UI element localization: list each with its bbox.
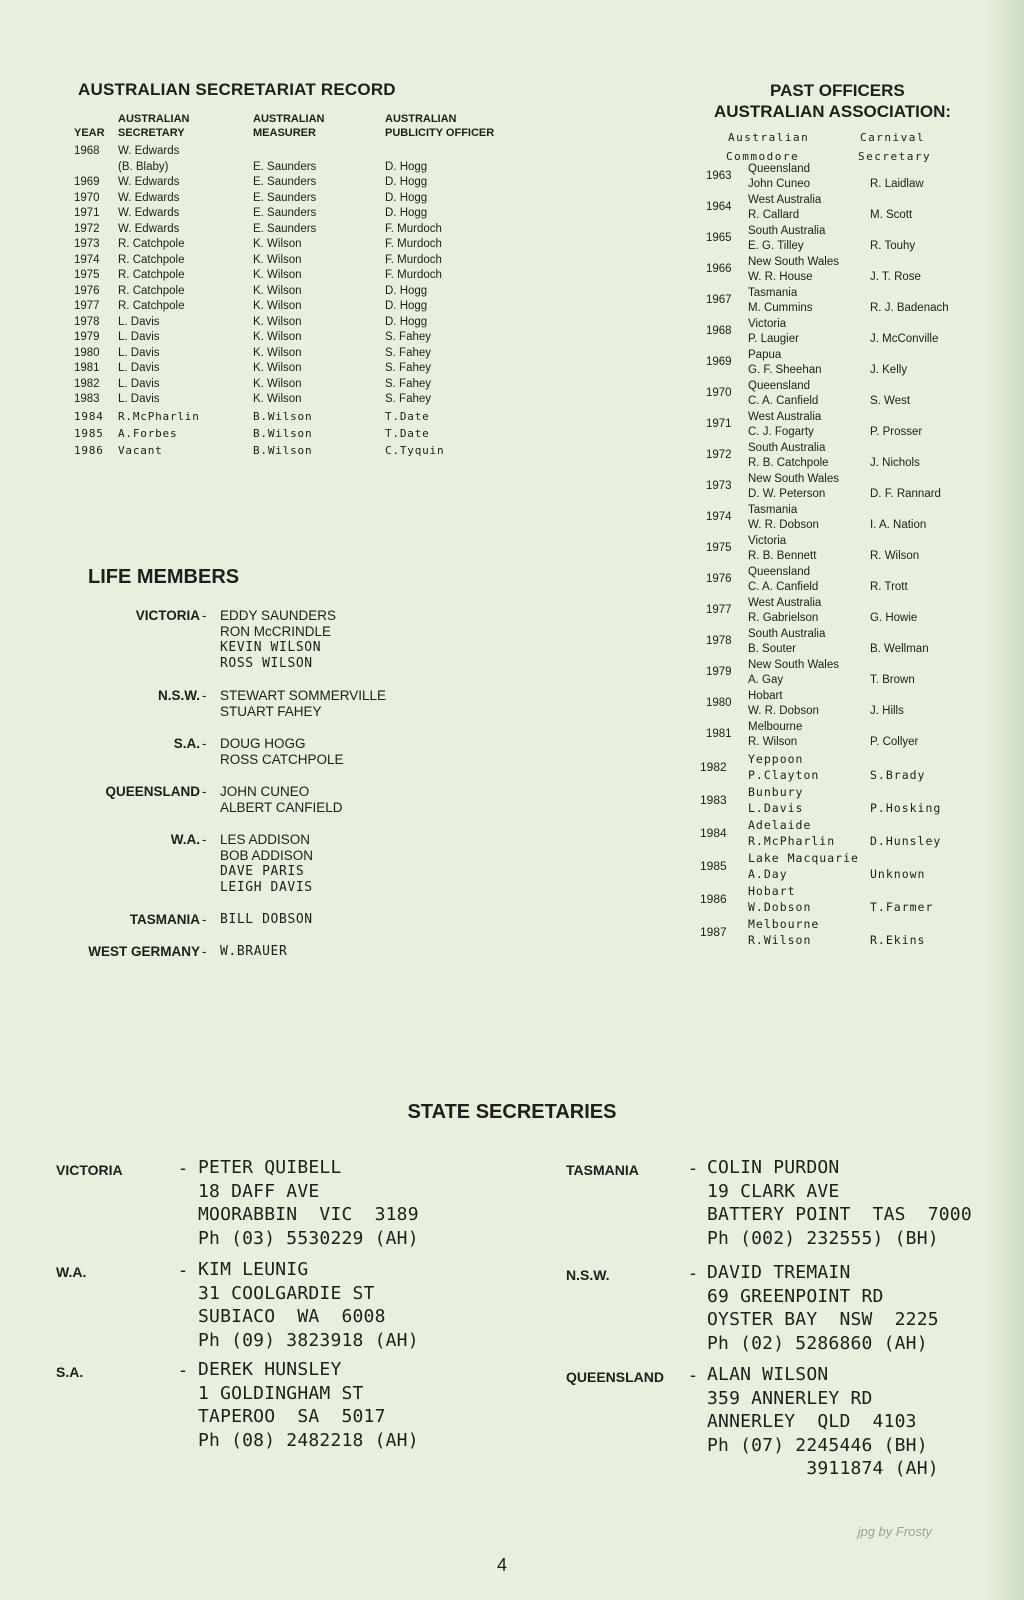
state-label: S.A. <box>56 1364 84 1380</box>
entry-secretary: J. Hills <box>870 705 904 717</box>
entry-commodore: W. R. Dobson <box>748 705 819 717</box>
entry-secretary: G. Howie <box>870 612 918 624</box>
cell-measurer: K. Wilson <box>253 331 302 343</box>
member-name: LES ADDISON <box>220 832 311 847</box>
entry-commodore: R.McPharlin <box>748 834 836 848</box>
entry-year: 1983 <box>700 793 727 807</box>
entry-secretary: B. Wellman <box>870 643 929 655</box>
cell-publicity: D. Hogg <box>385 207 428 219</box>
entry-secretary: R. Laidlaw <box>870 178 924 190</box>
entry-secretary: S.Brady <box>870 768 926 782</box>
list-item <box>700 163 990 199</box>
cell-measurer: K. Wilson <box>253 269 302 281</box>
entry-year: 1976 <box>706 573 732 585</box>
cell-publicity: F. Murdoch <box>385 269 442 281</box>
list-item <box>700 442 990 478</box>
life-member-group <box>60 912 386 928</box>
dash: - <box>690 1365 696 1385</box>
entry-secretary: P.Hosking <box>870 801 942 815</box>
cell-publicity: F. Murdoch <box>385 238 442 250</box>
member-name: JOHN CUNEO <box>220 784 310 799</box>
member-name: BOB ADDISON <box>220 848 314 863</box>
cell-measurer: E. Saunders <box>253 176 317 188</box>
entry-year: 1978 <box>706 635 732 647</box>
cell-publicity: D. Hogg <box>385 191 428 204</box>
entry-secretary: T.Farmer <box>870 900 934 914</box>
entry-place: West Australia <box>748 194 822 206</box>
cell-publicity: S. Fahey <box>385 362 432 374</box>
member-names <box>220 688 386 720</box>
table-row <box>74 206 545 222</box>
entry-secretary: T. Brown <box>870 674 915 686</box>
entry-year: 1963 <box>706 170 732 182</box>
cell-measurer: B.Wilson <box>253 409 313 423</box>
entry-commodore: C. J. Fogarty <box>748 426 814 438</box>
cell-measurer: K. Wilson <box>253 300 302 312</box>
list-item <box>700 566 990 602</box>
list-item <box>700 287 990 323</box>
cell-publicity: D. Hogg <box>385 315 428 328</box>
cell-secretary: R. Catchpole <box>118 269 185 281</box>
cell-year: 1970 <box>74 191 100 204</box>
member-names <box>220 608 386 672</box>
entry-secretary: P. Prosser <box>870 426 923 438</box>
list-item <box>700 318 990 354</box>
entry-commodore: C. A. Canfield <box>748 395 819 407</box>
life-members-title: LIFE MEMBERS <box>88 566 240 588</box>
cell-secretary: R. Catchpole <box>118 238 185 250</box>
table-row <box>74 315 545 331</box>
entry-year: 1967 <box>706 294 732 306</box>
dash: - <box>202 736 207 751</box>
dash: - <box>202 944 207 959</box>
cell-secretary: W. Edwards <box>118 191 180 204</box>
entry-place: Papua <box>748 349 782 361</box>
entry-year: 1980 <box>706 697 732 709</box>
cell-secretary: L. Davis <box>118 331 160 343</box>
entry-commodore: John Cuneo <box>748 178 811 190</box>
cell-year: 1981 <box>74 362 100 374</box>
table-row <box>74 346 545 362</box>
cell-year: 1986 <box>74 443 104 457</box>
entry-commodore: C. A. Canfield <box>748 581 819 593</box>
table-row <box>74 408 545 425</box>
cell-measurer: E. Saunders <box>253 191 317 204</box>
state-label: TASMANIA <box>129 912 200 927</box>
cell-publicity: C.Tyquin <box>385 443 445 457</box>
entry-commodore: W. R. Dobson <box>748 519 819 531</box>
entry-commodore: M. Cummins <box>748 302 813 314</box>
header-secretary-l1: AUSTRALIAN <box>118 113 190 125</box>
entry-commodore: L.Davis <box>748 801 804 815</box>
life-member-group <box>60 944 386 960</box>
member-name: STUART FAHEY <box>220 704 322 719</box>
cell-publicity: S. Fahey <box>385 346 432 359</box>
entry-year: 1977 <box>706 604 732 616</box>
cell-publicity: S. Fahey <box>385 331 432 343</box>
member-name: EDDY SAUNDERS <box>220 608 337 623</box>
secretariat-typed-rows <box>74 408 545 459</box>
table-row <box>74 284 545 300</box>
entry-secretary: D.Hunsley <box>870 834 942 848</box>
entry-secretary: R. Trott <box>870 581 908 593</box>
entry-commodore: A.Day <box>748 867 788 881</box>
table-row <box>74 222 545 238</box>
cell-publicity: F. Murdoch <box>385 222 442 235</box>
entry-commodore: A. Gay <box>748 674 784 686</box>
state-label: TASMANIA <box>566 1162 639 1178</box>
life-member-group <box>60 784 386 816</box>
secretariat-header <box>74 112 545 140</box>
state-label: N.S.W. <box>157 688 200 703</box>
credit-watermark: jpg by Frosty <box>857 1524 932 1539</box>
cell-year: 1975 <box>74 269 100 281</box>
entry-commodore: E. G. Tilley <box>748 240 804 252</box>
entry-year: 1981 <box>706 728 732 740</box>
entry-year: 1984 <box>700 826 727 840</box>
cell-measurer: K. Wilson <box>253 362 302 374</box>
cell-measurer: B.Wilson <box>253 426 313 440</box>
entry-year: 1966 <box>706 263 732 275</box>
entry-place: South Australia <box>748 225 826 237</box>
member-names <box>220 912 386 928</box>
cell-year: 1979 <box>74 331 100 343</box>
table-row <box>74 268 545 284</box>
cell-year: 1985 <box>74 426 104 440</box>
member-name: RON McCRINDLE <box>220 624 332 639</box>
list-item <box>700 659 990 695</box>
list-item <box>700 504 990 540</box>
entry-year: 1971 <box>706 418 732 430</box>
life-members-list <box>60 608 386 976</box>
dash: - <box>690 1263 696 1283</box>
past-officers-header: Australian Carnival Commodore Secretary <box>726 131 932 163</box>
cell-year: 1982 <box>74 377 100 390</box>
entry-place: Tasmania <box>748 504 798 516</box>
entry-commodore: P. Laugier <box>748 333 799 345</box>
list-item <box>700 225 990 261</box>
cell-measurer: K. Wilson <box>253 253 302 266</box>
member-name: ROSS CATCHPOLE <box>220 752 344 767</box>
address-block: COLIN PURDON 19 CLARK AVE BATTERY POINT TAS 7000 Ph (002) 232555) (BH) <box>707 1157 972 1249</box>
entry-secretary: R. Wilson <box>870 550 920 562</box>
table-row: 1968 W. Edwards <box>74 145 180 157</box>
life-member-group <box>60 608 386 672</box>
entry-place: New South Wales <box>748 256 839 268</box>
entry-secretary: J. T. Rose <box>870 271 921 283</box>
cell-secretary: L. Davis <box>118 377 160 390</box>
entry-commodore: W.Dobson <box>748 900 812 914</box>
state-label: S.A. <box>173 736 200 751</box>
cell-year: 1973 <box>74 238 100 250</box>
entry-secretary: R. Touhy <box>870 240 916 252</box>
entry-place: Queensland <box>748 380 811 392</box>
member-names <box>220 736 386 768</box>
entry-year: 1979 <box>706 666 732 678</box>
cell-secretary: W. Edwards <box>118 176 180 188</box>
list-item <box>700 194 990 230</box>
cell-year: 1974 <box>74 253 100 266</box>
address-block: ALAN WILSON 359 ANNERLEY RD ANNERLEY QLD 4103 Ph (07) 2245446 (BH) 3911874 (AH) <box>707 1364 939 1479</box>
member-name: ALBERT CANFIELD <box>220 800 343 815</box>
state-label: N.S.W. <box>566 1267 610 1283</box>
cell-secretary: W. Edwards <box>118 222 180 235</box>
cell-measurer: K. Wilson <box>253 315 302 328</box>
entry-commodore: W. R. House <box>748 271 813 283</box>
cell-publicity: D. Hogg <box>385 300 428 312</box>
address-block: PETER QUIBELL 18 DAFF AVE MOORABBIN VIC 3189 Ph (03) 5530229 (AH) <box>198 1157 419 1249</box>
entry-secretary: Unknown <box>870 867 926 881</box>
address-block: DEREK HUNSLEY 1 GOLDINGHAM ST TAPEROO SA 5017 Ph (08) 2482218 (AH) <box>198 1359 419 1451</box>
entry-place: Queensland <box>748 163 811 175</box>
header-measurer-l1: AUSTRALIAN <box>253 113 325 125</box>
cell-secretary: R. Catchpole <box>118 253 185 266</box>
dash: - <box>202 688 207 703</box>
entry-year: 1968 <box>706 325 732 337</box>
cell-publicity: D. Hogg <box>385 176 428 188</box>
cell-year: 1983 <box>74 393 100 405</box>
cell-publicity: F. Murdoch <box>385 253 442 266</box>
table-row <box>74 442 545 459</box>
member-names <box>220 784 386 816</box>
list-item <box>700 349 990 385</box>
list-item <box>700 535 990 571</box>
header-year: YEAR <box>74 127 105 139</box>
entry-place: South Australia <box>748 442 826 454</box>
entry-commodore: R. B. Catchpole <box>748 457 829 469</box>
dash: - <box>180 1360 186 1380</box>
list-item <box>700 473 990 509</box>
cell-measurer: K. Wilson <box>253 284 302 297</box>
cell-secretary: L. Davis <box>118 393 160 405</box>
cell-year: 1972 <box>74 222 100 235</box>
member-name: ROSS WILSON <box>220 656 313 671</box>
entry-commodore: R. Wilson <box>748 736 798 748</box>
entry-secretary: I. A. Nation <box>870 519 927 531</box>
entry-secretary: J. Nichols <box>870 457 920 469</box>
cell-measurer: B.Wilson <box>253 443 313 457</box>
entry-secretary: J. Kelly <box>870 364 908 376</box>
member-name: W.BRAUER <box>220 944 288 959</box>
address-block: DAVID TREMAIN 69 GREENPOINT RD OYSTER BAY NSW 2225 Ph (02) 5286860 (AH) <box>707 1262 939 1354</box>
entry-year: 1985 <box>700 859 727 873</box>
entry-place: Queensland <box>748 566 811 578</box>
member-names <box>220 832 386 896</box>
list-item <box>700 785 990 823</box>
list-item <box>700 380 990 416</box>
entry-secretary: P. Collyer <box>870 736 919 748</box>
member-name: LEIGH DAVIS <box>220 880 313 895</box>
entry-secretary: S. West <box>870 395 911 407</box>
cell-year: 1971 <box>74 207 100 219</box>
cell-publicity: S. Fahey <box>385 393 432 405</box>
cell-year: 1978 <box>74 315 100 328</box>
cell-measurer: K. Wilson <box>253 346 302 359</box>
table-row <box>74 425 545 442</box>
cell-publicity: T.Date <box>385 426 430 440</box>
entry-place: West Australia <box>748 411 822 423</box>
cell-secretary: L. Davis <box>118 315 160 328</box>
entry-year: 1987 <box>700 925 727 939</box>
cell-secretary: W. Edwards <box>118 207 180 219</box>
entry-place: New South Wales <box>748 473 839 485</box>
entry-year: 1972 <box>706 449 732 461</box>
cell-secretary: L. Davis <box>118 346 160 359</box>
cell-secretary: Vacant <box>118 443 163 457</box>
header-measurer-l2: MEASURER <box>253 127 316 139</box>
cell-secretary: R. Catchpole <box>118 300 185 312</box>
list-item <box>700 884 990 922</box>
header-publicity-l1: AUSTRALIAN <box>385 113 457 125</box>
cell-publicity: D. Hogg <box>385 284 428 297</box>
entry-commodore: R. B. Bennett <box>748 550 817 562</box>
table-row <box>74 361 545 377</box>
entry-year: 1982 <box>700 760 727 774</box>
page-edge-shadow <box>984 0 1024 1600</box>
state-label: QUEENSLAND <box>105 784 200 799</box>
member-names <box>220 944 386 960</box>
table-row <box>74 377 545 393</box>
entry-place: Bunbury <box>748 785 804 799</box>
list-item <box>700 752 990 790</box>
dash: - <box>202 784 207 799</box>
entry-commodore: P.Clayton <box>748 768 820 782</box>
table-row <box>74 330 545 346</box>
cell-secretary: A.Forbes <box>118 426 178 440</box>
life-member-group <box>60 832 386 896</box>
list-item <box>700 597 990 633</box>
table-row: (B. Blaby) E. Saunders D. Hogg <box>118 160 428 173</box>
table-row <box>74 392 545 408</box>
entry-year: 1969 <box>706 356 732 368</box>
entry-year: 1974 <box>706 511 732 523</box>
member-name: DOUG HOGG <box>220 736 306 751</box>
past-officers-title: PAST OFFICERS AUSTRALIAN ASSOCIATION: <box>714 81 952 121</box>
life-member-group <box>60 736 386 768</box>
entry-place: New South Wales <box>748 659 839 671</box>
table-row <box>74 299 545 315</box>
table-row <box>74 191 545 207</box>
state-label: W.A. <box>56 1264 87 1280</box>
entry-secretary: R. J. Badenach <box>870 302 949 314</box>
secretariat-rows <box>74 175 545 408</box>
entry-place: Hobart <box>748 690 783 702</box>
dash: - <box>690 1158 696 1178</box>
list-item <box>700 721 990 757</box>
entry-secretary: J. McConville <box>870 333 939 345</box>
entry-commodore: G. F. Sheehan <box>748 364 822 376</box>
cell-measurer: K. Wilson <box>253 377 302 390</box>
cell-year: 1980 <box>74 346 100 359</box>
entry-secretary: R.Ekins <box>870 933 926 947</box>
entry-commodore: B. Souter <box>748 643 796 655</box>
list-item <box>700 628 990 664</box>
cell-publicity: T.Date <box>385 409 430 423</box>
cell-measurer: E. Saunders <box>253 222 317 235</box>
entry-commodore: R. Callard <box>748 209 800 221</box>
secretariat-title: AUSTRALIAN SECRETARIAT RECORD <box>78 80 396 99</box>
table-row <box>74 253 545 269</box>
entry-commodore: R. Gabrielson <box>748 612 819 624</box>
dash: - <box>202 832 207 847</box>
list-item <box>700 411 990 447</box>
entry-year: 1975 <box>706 542 732 554</box>
cell-publicity: S. Fahey <box>385 377 432 390</box>
header-publicity-l2: PUBLICITY OFFICER <box>385 127 495 139</box>
table-row <box>74 237 545 253</box>
cell-secretary: R.McPharlin <box>118 409 200 423</box>
entry-place: West Australia <box>748 597 822 609</box>
member-name: KEVIN WILSON <box>220 640 322 655</box>
member-name: BILL DOBSON <box>220 912 313 927</box>
entry-year: 1965 <box>706 232 732 244</box>
list-item <box>700 917 990 955</box>
entry-place: Yeppoon <box>748 752 804 766</box>
entry-place: Victoria <box>748 535 787 547</box>
entry-place: Adelaide <box>748 818 812 832</box>
entry-year: 1986 <box>700 892 727 906</box>
cell-measurer: K. Wilson <box>253 393 302 405</box>
dash: - <box>202 912 207 927</box>
list-item <box>700 256 990 292</box>
entry-place: Hobart <box>748 884 796 898</box>
member-name: STEWART SOMMERVILLE <box>220 688 387 703</box>
header-secretary-l2: SECRETARY <box>118 127 185 139</box>
entry-secretary: D. F. Rannard <box>870 488 941 500</box>
entry-place: Melbourne <box>748 721 803 733</box>
cell-year: 1976 <box>74 284 100 297</box>
entry-commodore: R.Wilson <box>748 933 812 947</box>
state-label: WEST GERMANY <box>88 944 200 959</box>
entry-place: Victoria <box>748 318 787 330</box>
cell-secretary: R. Catchpole <box>118 284 185 297</box>
dash: - <box>180 1158 186 1178</box>
entry-year: 1973 <box>706 480 732 492</box>
cell-measurer: K. Wilson <box>253 238 302 250</box>
list-item <box>700 851 990 889</box>
entry-place: Tasmania <box>748 287 798 299</box>
entry-secretary: M. Scott <box>870 209 913 221</box>
life-member-group <box>60 688 386 720</box>
cell-year: 1969 <box>74 176 100 188</box>
address-block: KIM LEUNIG 31 COOLGARDIE ST SUBIACO WA 6008 Ph (09) 3823918 (AH) <box>198 1259 419 1351</box>
entry-place: Lake Macquarie <box>748 851 859 865</box>
table-row <box>74 175 545 191</box>
cell-year: 1977 <box>74 300 100 312</box>
dash: - <box>180 1260 186 1280</box>
state-secretaries-title: STATE SECRETARIES <box>407 1101 617 1123</box>
entry-year: 1964 <box>706 201 732 213</box>
entry-place: South Australia <box>748 628 826 640</box>
cell-measurer: E. Saunders <box>253 207 317 219</box>
past-officers-list <box>700 163 990 955</box>
state-label: VICTORIA <box>135 608 200 623</box>
list-item <box>700 690 990 726</box>
dash: - <box>202 608 207 623</box>
cell-year: 1984 <box>74 409 104 423</box>
state-label: W.A. <box>170 832 200 847</box>
entry-place: Melbourne <box>748 917 820 931</box>
entry-commodore: D. W. Peterson <box>748 488 826 500</box>
state-label: VICTORIA <box>56 1162 123 1178</box>
page-number: 4 <box>496 1555 507 1575</box>
state-label: QUEENSLAND <box>566 1369 665 1385</box>
secretariat-table <box>74 112 545 459</box>
entry-year: 1970 <box>706 387 732 399</box>
member-name: DAVE PARIS <box>220 864 305 879</box>
cell-secretary: L. Davis <box>118 362 160 374</box>
